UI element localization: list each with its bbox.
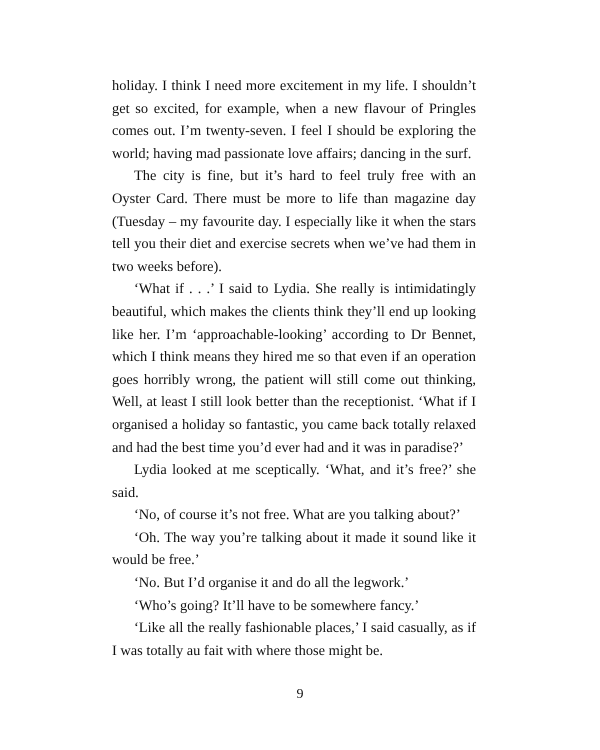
paragraph: ‘Oh. The way you’re talking about it made it sound like it would be free.’ (112, 529, 476, 569)
paragraph: The city is fine, but it’s hard to feel truly free with an Oyster Card. There must be more to life than magazine day (Tuesday – my favourite day. I especially like it when the stars tell you their diet and exercise secrets when we’ve had them in two weeks before). (112, 168, 476, 275)
paragraph: ‘What if . . .’ I said to Lydia. She really is intimidatingly beautiful, which makes the clients think they’ll end up looking like her. I’m ‘approachable-looking’ according to Dr Bennet, which I think means they hired me so that even if an operation goes horribly wrong, the patient will still come out thinking, Well, at least I still look better than the receptionist. ‘What if I organised a holiday so fantastic, you came back totally relaxed and had the best time you’d ever had and it was in paradise?’ (112, 281, 476, 456)
paragraph: Lydia looked at me sceptically. ‘What, and it’s free?’ she said. (112, 462, 476, 501)
paragraph: ‘No. But I’d organise it and do all the legwork.’ (134, 575, 410, 592)
paragraph: holiday. I think I need more excitement in my life. I shouldn’t get so excited, for example, when a new flavour of Pringles comes out. I’m twenty-seven. I feel I should be exploring the world; having mad passionate love affairs; dancing in the surf. (112, 78, 476, 162)
page-number: 9 (296, 687, 304, 702)
paragraph: ‘No, of course it’s not free. What are you talking about?’ (134, 507, 461, 524)
paragraph: ‘Like all the really fashionable places,’ I said casually, as if I was totally au fait with where those might be. (112, 620, 476, 659)
paragraph: ‘Who’s going? It’ll have to be somewhere fancy.’ (134, 597, 420, 614)
body-text (112, 75, 476, 662)
